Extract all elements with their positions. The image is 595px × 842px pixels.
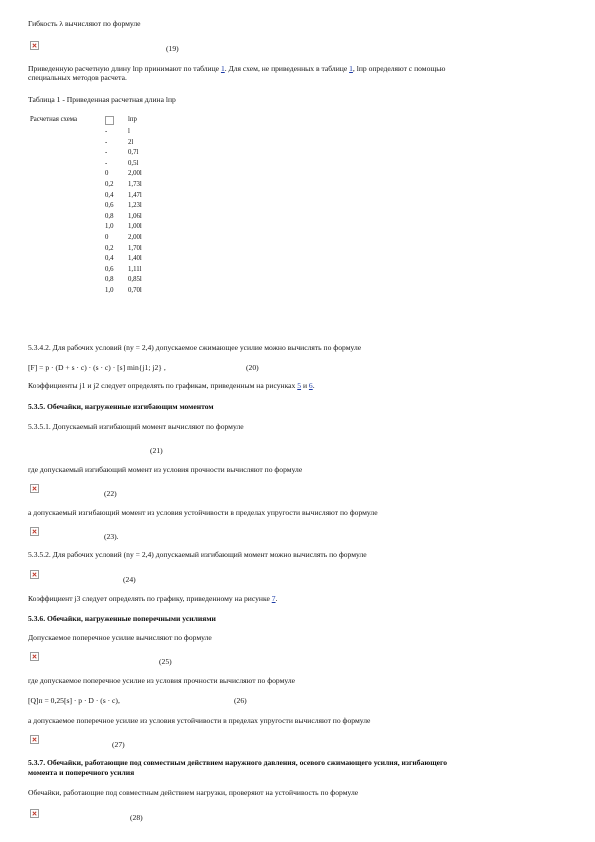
table-cell-length: 1,70l: [128, 244, 142, 252]
table-title: Таблица 1 - Приведенная расчетная длина lпр: [28, 95, 176, 104]
table-cell-param: 0,4: [105, 191, 114, 199]
table-row: [30, 234, 230, 244]
table-cell-param: -: [105, 149, 108, 157]
broken-image-icon: [30, 570, 39, 579]
table-cell-length: 0,5l: [128, 159, 139, 167]
table-1-link[interactable]: 1: [349, 64, 353, 73]
table-row: [30, 287, 230, 297]
table-row: [30, 139, 230, 149]
table-cell-length: 0,85l: [128, 276, 142, 284]
table-cell-length: 2,00l: [128, 170, 142, 178]
broken-image-icon: [30, 41, 39, 50]
table-row: [30, 170, 230, 180]
table-row: [30, 149, 230, 159]
formula-26: [Q]п = 0,25[s] · p · D · (s · c),: [28, 696, 120, 705]
paragraph-where-strength-moment: где допускаемый изгибающий момент из условия прочности вычисляют по формуле: [28, 465, 303, 474]
table-header-row: [30, 116, 230, 126]
table-cell-param: 0,6: [105, 202, 114, 210]
table-cell-length: 0,70l: [128, 287, 142, 294]
table-row: [30, 245, 230, 255]
table-cell-param: 1,0: [105, 223, 114, 231]
table-cell-length: 2l: [128, 138, 134, 146]
table-row: [30, 192, 230, 202]
table-cell-param: 0: [105, 170, 109, 178]
table-cell-param: 0,8: [105, 276, 114, 284]
broken-image-icon: [30, 527, 39, 536]
table-header-scheme: Расчетная схема: [30, 116, 78, 123]
paragraph-537: Обечайки, работающие под совместным действием нагрузки, проверяют на устойчивость по формуле: [28, 788, 359, 797]
figure-6-link[interactable]: 6: [308, 381, 313, 390]
equation-number-24: (24): [123, 575, 136, 584]
table-row: [30, 160, 230, 170]
table-cell-length: l: [128, 128, 130, 135]
table-row: [30, 255, 230, 265]
table-cell-length: 1,06l: [128, 212, 142, 220]
figure-7-link[interactable]: 7: [271, 594, 276, 603]
table-cell-param: 0,4: [105, 255, 114, 263]
paragraph-coefficient-j3: Коэффициент j3 следует определять по графику, приведенному на рисунке 7.: [28, 594, 278, 603]
table-row: [30, 276, 230, 286]
table-cell-length: 1,47l: [128, 191, 142, 199]
broken-image-icon: [30, 735, 39, 744]
table-row: [30, 202, 230, 212]
equation-number-19: (19): [166, 44, 179, 53]
paragraph-5342: 5.3.4.2. Для рабочих условий (nу = 2,4) допускаемое сжимающее усилие можно вычислять по формуле: [28, 343, 362, 352]
broken-image-icon: [30, 809, 39, 818]
heading-535: 5.3.5. Обечайки, нагруженные изгибающим моментом: [28, 402, 214, 411]
table-row: [30, 213, 230, 223]
table-cell-length: 1,40l: [128, 255, 142, 263]
figure-5-link[interactable]: 5: [297, 381, 302, 390]
equation-number-22: (22): [104, 489, 117, 498]
heading-537: 5.3.7. Обечайки, работающие под совместным действием наружного давления, осевого сжимающего усилия, изгибающего: [28, 758, 448, 767]
paragraph-reduced-length: Приведенную расчетную длину lпр принимают по таблице 1. Для схем, не приведенных в таблице 1, lпр определяют с помощью: [28, 64, 446, 73]
table-cell-length: 1,73l: [128, 181, 142, 188]
table-cell-param: 0,6: [105, 265, 114, 273]
paragraph-stability-shear: а допускаемое поперечное усилие из условия устойчивости в пределах упругости вычисляют по формуле: [28, 716, 371, 725]
broken-image-icon: [105, 116, 114, 125]
table-cell-length: 1,11l: [128, 265, 142, 273]
table-cell-param: 0,8: [105, 212, 114, 220]
paragraph-536: Допускаемое поперечное усилие вычисляют по формуле: [28, 633, 212, 642]
equation-number-25: (25): [159, 657, 172, 666]
paragraph-coefficients: Коэффициенты j1 и j2 следует определять по графикам, приведенным на рисунках 5 и 6.: [28, 381, 315, 390]
table-cell-param: 0,2: [105, 181, 114, 188]
equation-number-27: (27): [112, 740, 125, 749]
broken-image-icon: [30, 484, 39, 493]
table-cell-param: 0: [105, 234, 109, 241]
table-cell-param: 1,0: [105, 287, 114, 294]
heading-536: 5.3.6. Обечайки, нагруженные поперечными усилиями: [28, 614, 216, 623]
paragraph-5351: 5.3.5.1. Допускаемый изгибающий момент вычисляют по формуле: [28, 422, 244, 431]
equation-number-26: (26): [234, 696, 247, 705]
formula-20: [F] = p · (D + s · c) · (s · c) · [s] min{j1; j2} ,: [28, 363, 166, 372]
table-1-link[interactable]: 1: [220, 64, 225, 73]
broken-image-icon: [30, 652, 39, 661]
table-row: [30, 266, 230, 276]
table-cell-param: -: [105, 128, 108, 135]
table-cell-param: -: [105, 159, 108, 167]
equation-number-23: (23).: [104, 532, 119, 541]
table-cell-length: 1,23l: [128, 202, 142, 210]
equation-number-21: (21): [150, 446, 163, 455]
paragraph-flexibility: Гибкость λ вычисляют по формуле: [28, 19, 141, 28]
equation-number-28: (28): [130, 813, 143, 822]
table-header-length: lпр: [128, 116, 137, 123]
table-cell-length: 1,00l: [128, 223, 142, 231]
table-cell-length: 2,00l: [128, 234, 142, 241]
equation-number-20: (20): [246, 363, 259, 372]
table-cell-length: 0,7l: [128, 149, 139, 157]
table-row: [30, 223, 230, 233]
table-row: [30, 181, 230, 191]
paragraph-stability-moment: а допускаемый изгибающий момент из условия устойчивости в пределах упругости вычисляют по формуле: [28, 508, 378, 517]
table-cell-param: -: [105, 138, 108, 146]
table-cell-param: 0,2: [105, 244, 114, 252]
paragraph-reduced-length-line2: специальных методов расчета.: [28, 73, 127, 82]
table-row: [30, 128, 230, 138]
heading-537-line2: момента и поперечного усилия: [28, 768, 135, 777]
paragraph-where-strength-shear: где допускаемое поперечное усилие из условия прочности вычисляют по формуле: [28, 676, 296, 685]
paragraph-5352: 5.3.5.2. Для рабочих условий (nу = 2,4) допускаемый изгибающий момент можно вычислять по формуле: [28, 550, 367, 559]
